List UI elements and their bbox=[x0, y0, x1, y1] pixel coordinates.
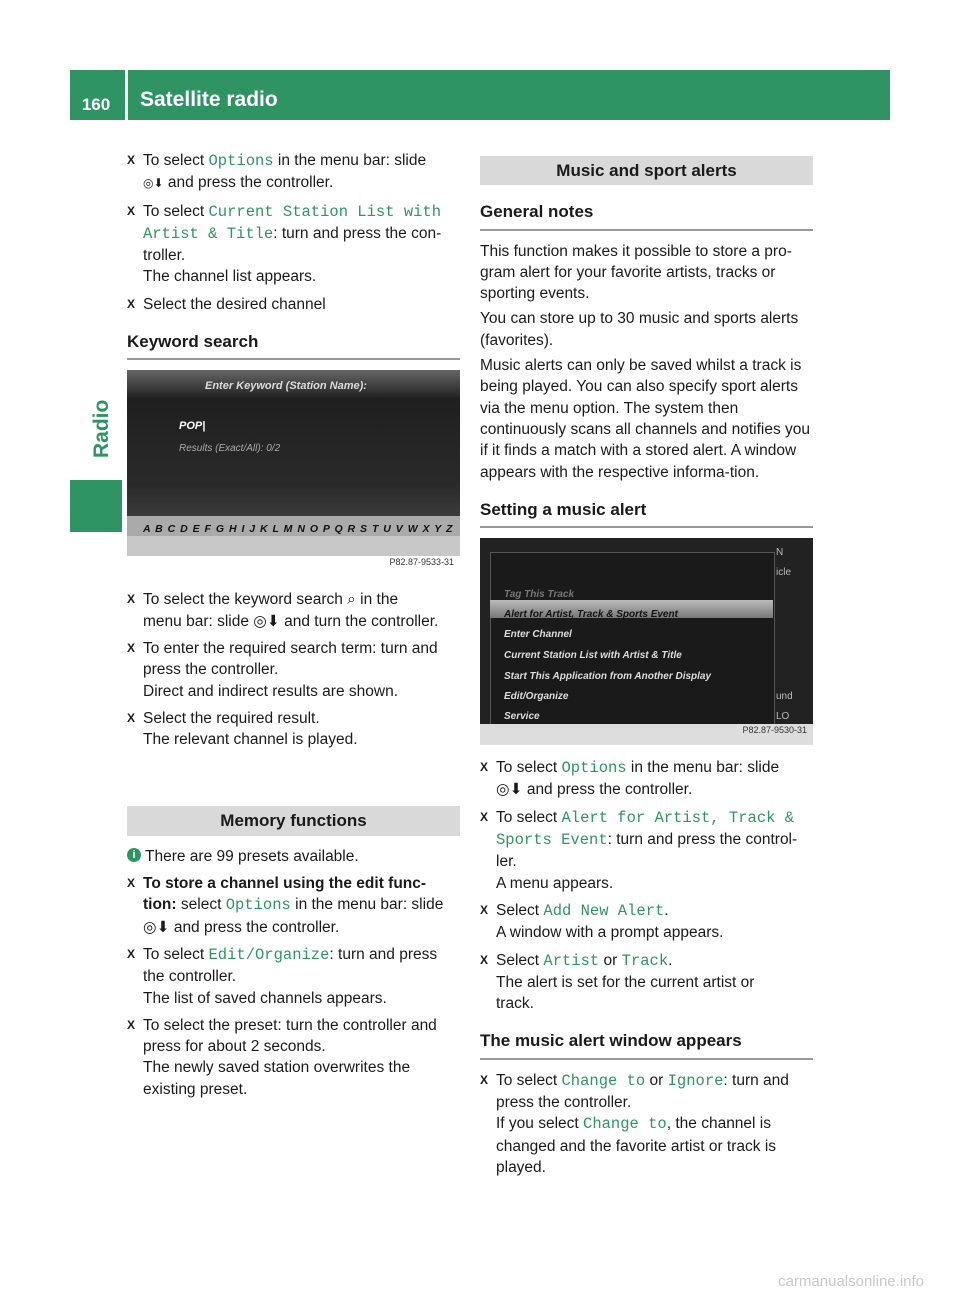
paragraph: This function makes it possible to store a pro-gram alert for your favorite artists, tracks or sporting events. bbox=[480, 242, 792, 303]
side-label-text: Radio bbox=[90, 399, 113, 458]
arrow-icon: X bbox=[127, 710, 136, 725]
code-term: Track bbox=[621, 951, 669, 970]
arrow-icon: X bbox=[127, 592, 136, 607]
step: X Select Add New Alert. A window with a prompt appears. bbox=[480, 901, 724, 942]
step: X To select the keyword search ⌕ in the menu bar: slide ◎⬇ and turn the controller. bbox=[127, 591, 439, 630]
code-term: Sports Event bbox=[496, 831, 608, 850]
page-number: 160 bbox=[81, 95, 111, 114]
side-label bbox=[84, 400, 124, 460]
arrow-icon: X bbox=[127, 640, 136, 655]
menu-item: Edit/Organize bbox=[504, 691, 569, 703]
alphabet-bar: A B C D E F G H I J K L M N O P Q R S T U V W X Y Z bbox=[143, 523, 454, 536]
paragraph: You can store up to 30 music and sports alerts (favorites). bbox=[480, 310, 799, 349]
arrow-icon: X bbox=[480, 760, 489, 775]
menu-item: Enter Channel bbox=[504, 629, 572, 641]
keyword-search-screenshot bbox=[127, 370, 460, 577]
section-heading-shaded: Memory functions bbox=[127, 806, 460, 835]
image-code: P82.87-9533-31 bbox=[389, 557, 454, 568]
watermark: carmanualsonline.info bbox=[778, 1273, 924, 1290]
code-term: Alert for Artist, Track & bbox=[561, 808, 795, 827]
right-column bbox=[480, 150, 813, 1184]
controller-icon: ◎⬇ bbox=[143, 176, 164, 191]
arrow-icon: X bbox=[127, 876, 136, 891]
header-divider bbox=[125, 70, 128, 120]
step: X To select Options in the menu bar: slide ◎⬇ and press the controller. bbox=[127, 152, 427, 192]
menu-item: Start This Application from Another Display bbox=[504, 671, 712, 683]
code-term: Options bbox=[561, 759, 627, 778]
section-heading: Keyword search bbox=[127, 331, 460, 360]
code-term: Options bbox=[225, 896, 291, 915]
menu-item: Tag This Track bbox=[504, 589, 575, 601]
step: X To select Change to or Ignore: turn and press the controller. If you select Change to, the channel is changed and the favorite artist or track is played. bbox=[480, 1071, 789, 1176]
section-heading: General notes bbox=[480, 201, 813, 230]
info-icon: i bbox=[127, 848, 141, 862]
arrow-icon: X bbox=[127, 946, 136, 961]
alert-menu-screenshot: Tag This Track Alert for Artist, Track & Sports Event Enter Channel Current Station List with Artist & Title Start This Application from Another Display Edit/Organize Service N icle und LO P82.87-9530-31 bbox=[480, 538, 813, 745]
image-code: P82.87-9530-31 bbox=[742, 724, 807, 735]
section-heading-shaded: Music and sport alerts bbox=[480, 156, 813, 185]
code-term: Artist bbox=[543, 951, 600, 970]
results-count: Results (Exact/All): 0/2 bbox=[179, 443, 281, 455]
code-term: Change to bbox=[561, 1071, 646, 1090]
section-heading: Setting a music alert bbox=[480, 499, 813, 528]
arrow-icon: X bbox=[127, 203, 136, 218]
step: X Select Artist or Track. The alert is set for the current artist or track. bbox=[480, 951, 755, 1013]
step: X To select the preset: turn the controller and press for about 2 seconds. The newly saved station overwrites the existing preset. bbox=[127, 1016, 437, 1098]
arrow-icon: X bbox=[480, 902, 489, 917]
arrow-icon: X bbox=[127, 296, 136, 311]
step: X To store a channel using the edit func- tion: select Options in the menu bar: slide ◎⬇ and press the controller. bbox=[127, 875, 444, 936]
arrow-icon: X bbox=[127, 153, 136, 167]
menu-item: Service bbox=[504, 711, 540, 723]
side-tab-marker bbox=[70, 480, 122, 532]
code-term: Artist & Title bbox=[143, 224, 274, 243]
code-term: Options bbox=[208, 152, 274, 170]
arrow-icon: X bbox=[480, 809, 489, 824]
code-term: Add New Alert bbox=[543, 901, 665, 920]
code-term: Current Station List with bbox=[208, 202, 442, 221]
screen-header: Enter Keyword (Station Name): bbox=[205, 380, 367, 393]
arrow-icon: X bbox=[127, 1017, 136, 1032]
step: X To select Edit/Organize: turn and press the controller. The list of saved channels appears. bbox=[127, 945, 438, 1007]
chapter-title: Satellite radio bbox=[140, 88, 278, 111]
menu-item: Alert for Artist, Track & Sports Event bbox=[504, 609, 678, 621]
section-heading: The music alert window appears bbox=[480, 1030, 813, 1059]
code-term: Edit/Organize bbox=[208, 945, 330, 964]
search-term: POP| bbox=[179, 420, 206, 433]
left-column bbox=[127, 150, 460, 1106]
code-term: Change to bbox=[583, 1115, 667, 1134]
arrow-icon: X bbox=[480, 1072, 489, 1087]
step: X Select the required result. The relevant channel is played. bbox=[127, 709, 358, 749]
info-note: i There are 99 presets available. bbox=[127, 846, 460, 867]
arrow-icon: X bbox=[480, 952, 489, 967]
step: X To select Options in the menu bar: slide ◎⬇ and press the controller. bbox=[480, 759, 780, 799]
menu-item: Current Station List with Artist & Title bbox=[504, 650, 682, 662]
step: X Select the desired channel bbox=[127, 294, 460, 315]
paragraph: Music alerts can only be saved whilst a track is being played. You can also specify sport alerts via the menu option. The system then continuously scans all channels and notifies you if it finds a match with a stored alert. A window appears with the respective informa-tion. bbox=[480, 357, 811, 481]
code-term: Ignore bbox=[667, 1071, 724, 1090]
step: X To select Alert for Artist, Track & Sports Event: turn and press the control- ler. A menu appears. bbox=[480, 808, 798, 892]
step: X To enter the required search term: turn and press the controller. Direct and indirect results are shown. bbox=[127, 639, 438, 700]
step: X To select Current Station List with Artist & Title: turn and press the con- troller. The channel list appears. bbox=[127, 202, 442, 286]
